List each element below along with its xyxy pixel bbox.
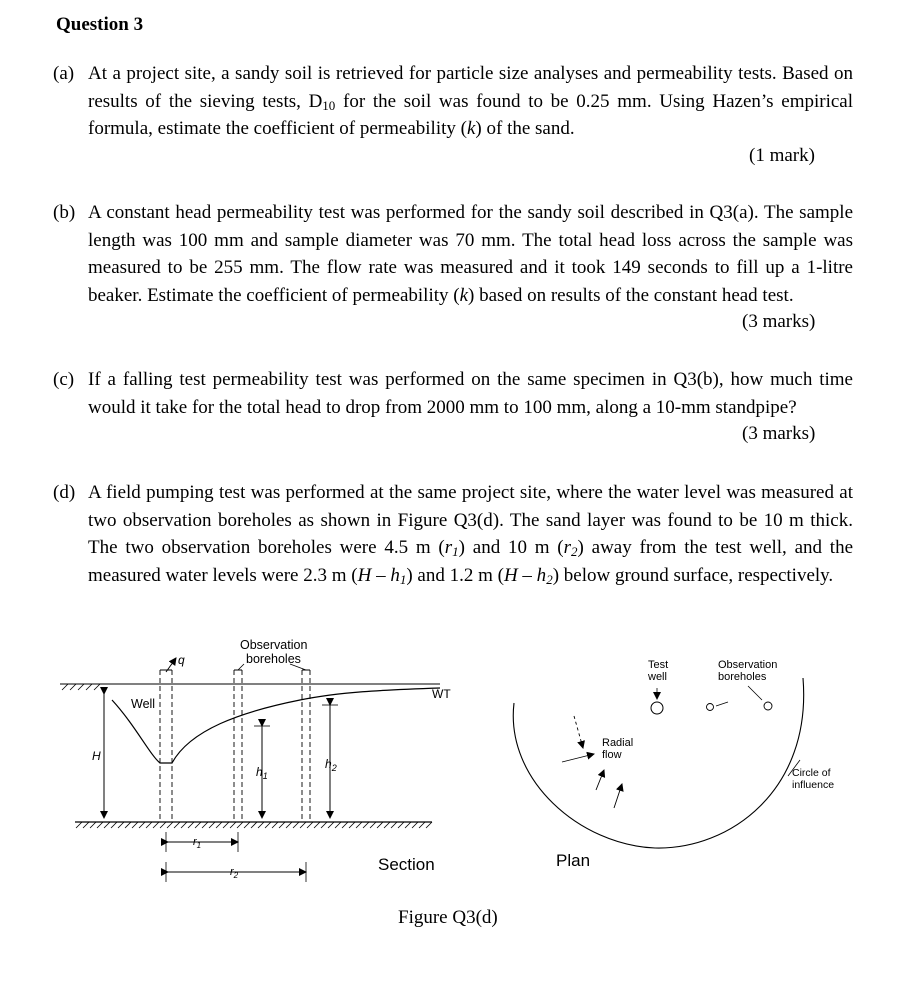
part-c-text: If a falling test permeability test was performed on the same specimen in Q3(b), how much time would it take for the total head to drop from 2000 mm to 100 mm, along a 10-mm standpipe?: [88, 369, 853, 418]
part-b-marks: (3 marks): [742, 311, 816, 332]
impermeable-hatch: [76, 822, 432, 828]
radial-flow-arrow-1: [574, 716, 583, 748]
part-a-label: (a): [53, 63, 75, 84]
section-diagram: [60, 658, 440, 882]
plan-diagram: [513, 678, 803, 848]
part-d-text: A field pumping test was performed at the same project site, where the water level was measured at two observation boreholes as shown in Figure Q3(d). The sand layer was found to be 10 m thick. The two observation boreholes were 4.5 m $(r_1)$ and 10 m $(r_2)$ away from the test well, and the measured water levels were 2.3 m $(H - h_1)$ and 1.2 m $(H - h_2)$ below ground surface, respectively.: [88, 482, 853, 587]
part-b-label: (b): [53, 202, 76, 223]
observation-borehole-2: [302, 670, 310, 822]
observation-borehole-plan-2: [764, 702, 772, 710]
wt-label: WT: [432, 687, 451, 701]
section-observation-label-1: Observation: [240, 638, 308, 652]
observation-borehole-plan-1: [707, 704, 714, 711]
r2-label: $r_2$: [230, 866, 239, 880]
test-well-label-1: Test: [648, 659, 669, 671]
figure-caption: Figure Q3(d): [398, 907, 498, 928]
radial-flow-arrow-3: [596, 770, 604, 790]
plan-labels: [556, 659, 834, 870]
r1-label: $r_1$: [193, 836, 202, 850]
circle-influence-label-2: influence: [792, 779, 835, 791]
section-observation-label-2: boreholes: [246, 652, 301, 666]
radial-flow-label-2: flow: [602, 749, 622, 761]
part-c-label: (c): [53, 369, 75, 390]
h1-label: $h_1$: [256, 765, 268, 781]
part-d-label: (d): [53, 482, 76, 503]
question-title: Question 3: [56, 14, 144, 35]
plan-title: Plan: [556, 851, 591, 870]
section-labels: [92, 638, 451, 880]
part-c-marks: (3 marks): [742, 423, 816, 444]
drawdown-curve: [112, 688, 440, 763]
test-well-label-2: well: [648, 671, 667, 683]
section-title: Section: [378, 855, 435, 874]
plan-observation-label-1: Observation: [718, 659, 778, 671]
test-well-plan: [651, 702, 663, 714]
h2-label: $h_2$: [325, 757, 337, 773]
circle-influence-label-1: Circle of: [792, 767, 831, 779]
circle-of-influence: [513, 678, 803, 848]
part-b-text: A constant head permeability test was performed for the sandy soil described in Q3(a). The sample length was 100 mm and sample diameter was 70 mm. The total head loss across the sample was measured to be 255 mm. The flow rate was measured and it took 149 seconds to fill up a 1-litre beaker. Estimate the coefficient of permeability (k) based on results of the constant head test.: [88, 202, 853, 306]
test-well-section: [160, 670, 172, 822]
part-a-text: At a project site, a sandy soil is retrieved for particle size analyses and permeability tests. Based on results of the sieving tests, $D_{10}$ for the soil was found to be 0.25 mm. Using Hazen’s empirical formula, estimate the coefficient of permeability (k) of the sand.: [88, 63, 854, 140]
ground-hatch-top: [62, 684, 100, 690]
observation-borehole-1: [234, 670, 242, 822]
radial-flow-arrow-4: [614, 784, 622, 808]
radial-flow-arrow-2: [562, 754, 594, 762]
radial-flow-label-1: Radial: [602, 737, 634, 749]
plan-observation-label-2: boreholes: [718, 671, 767, 683]
part-a-marks: (1 mark): [749, 145, 815, 166]
H-label: H: [92, 749, 101, 763]
well-label: Well: [131, 697, 156, 711]
q-label: q: [178, 653, 185, 667]
